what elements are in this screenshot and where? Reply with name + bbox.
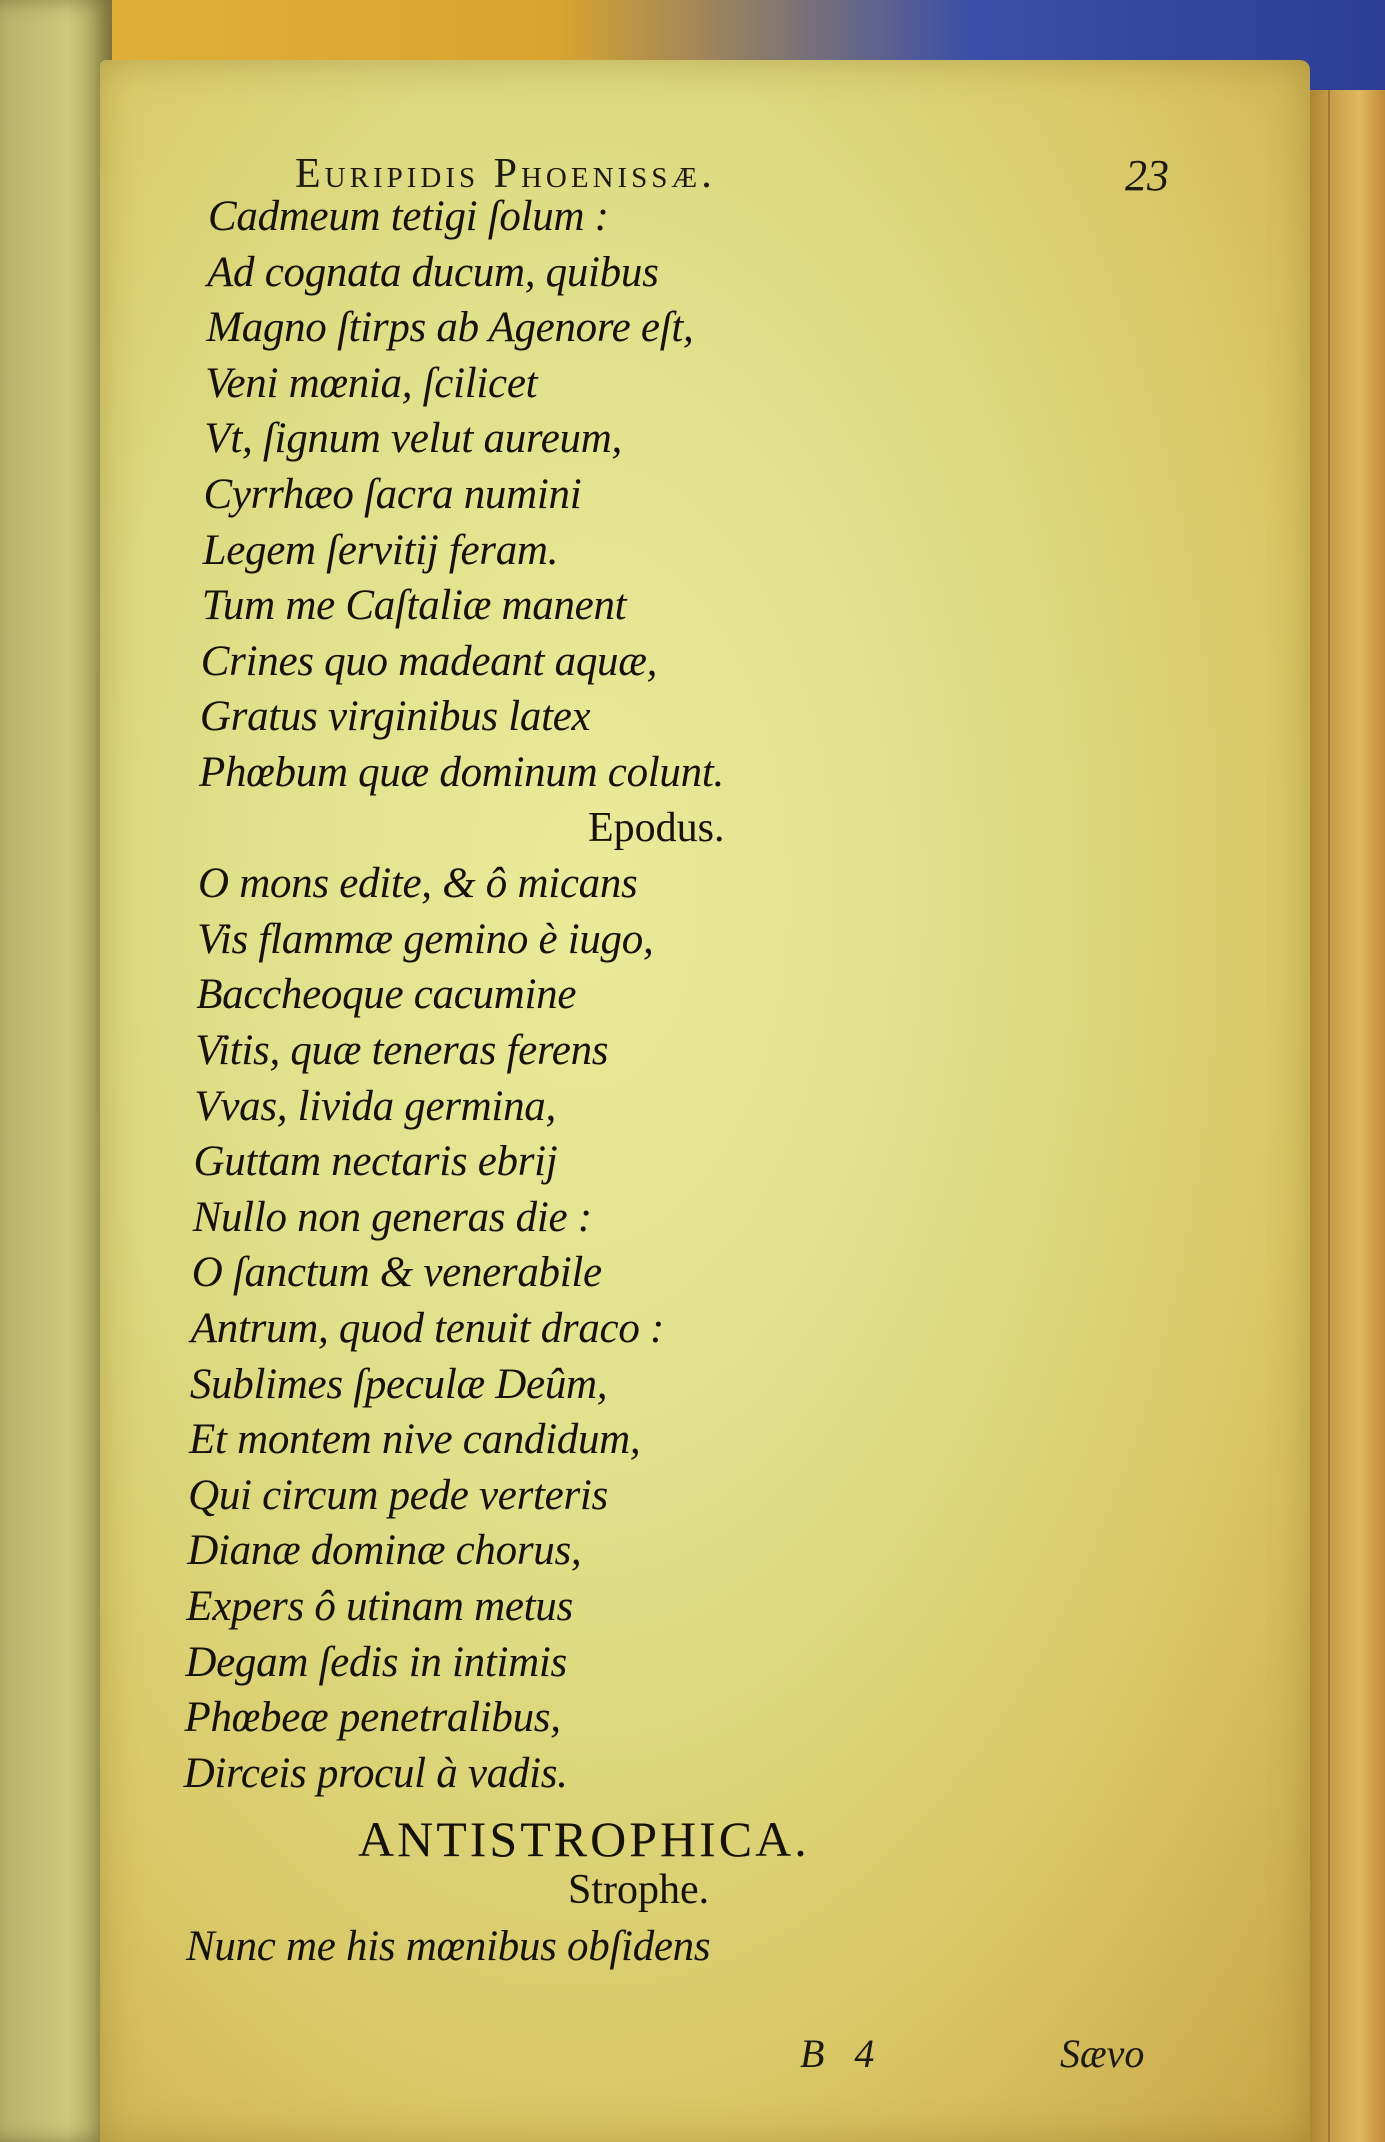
verse-line: Veni mœnia, ſcilicet [205,359,538,407]
verse-line: Vt, ſignum velut aureum, [204,415,622,463]
catchword: Sævo [1060,2031,1145,2076]
verse-line: Guttam nectaris ebrij [193,1138,558,1186]
verse-line: Magno ſtirps ab Agenore eſt, [206,304,694,352]
facing-page-edge [0,0,112,2142]
verse-line: Legem ſervitij feram. [202,526,559,574]
verse-line: Cadmeum tetigi ſolum : [208,193,609,240]
verse-line: Nullo non generas die : [192,1193,592,1241]
verse-line: Cyrrhæo ſacra numini [203,471,582,518]
verse-line: Dianæ dominæ chorus, [187,1527,582,1575]
verse-line: O mons edite, & ô micans [198,860,638,908]
running-head: Euripidis Phoenissæ. [295,151,716,197]
verse-line: Ad cognata ducum, quibus [207,248,659,296]
signature-mark: B 4 [800,2031,885,2076]
section-heading-antistrophica: ANTISTROPHICA. [358,1811,810,1868]
verse-line: Vis flammæ gemino è iugo, [197,915,654,963]
section-heading-strophe: Strophe. [568,1867,710,1913]
verse-line: Qui circum pede verteris [188,1471,608,1519]
section-heading-epodus: Epodus. [588,804,725,851]
verse-line: Dirceis procul à vadis. [183,1749,568,1797]
verse-line: O ſanctum & venerabile [191,1249,602,1297]
verse-line: Nunc me his mœnibus obſidens [186,1922,711,1970]
verse-line: Crines quo madeant aquæ, [200,637,658,685]
verse-line: Sublimes ſpeculæ Deûm, [189,1360,608,1408]
verse-line: Tum me Caſtaliæ manent [201,582,627,630]
verse-line: Phœbeæ penetralibus, [184,1694,561,1742]
verse-line: Antrum, quod tenuit draco : [190,1305,665,1352]
verse-line: Gratus virginibus latex [199,693,591,741]
verse-line: Et montem nive candidum, [189,1416,641,1464]
book-page [100,60,1310,2142]
verse-line: Expers ô utinam metus [186,1583,573,1630]
verse-line: Phœbum quæ dominum colunt. [199,749,724,796]
verse-line: Vitis, quæ teneras ferens [195,1027,609,1074]
book-fore-edge [1300,90,1385,2142]
verse-line: Degam ſedis in intimis [185,1638,567,1686]
verse-line: Baccheoque cacumine [196,971,577,1019]
page-number: 23 [1125,151,1169,200]
verse-line: Vvas, livida germina, [194,1082,556,1130]
